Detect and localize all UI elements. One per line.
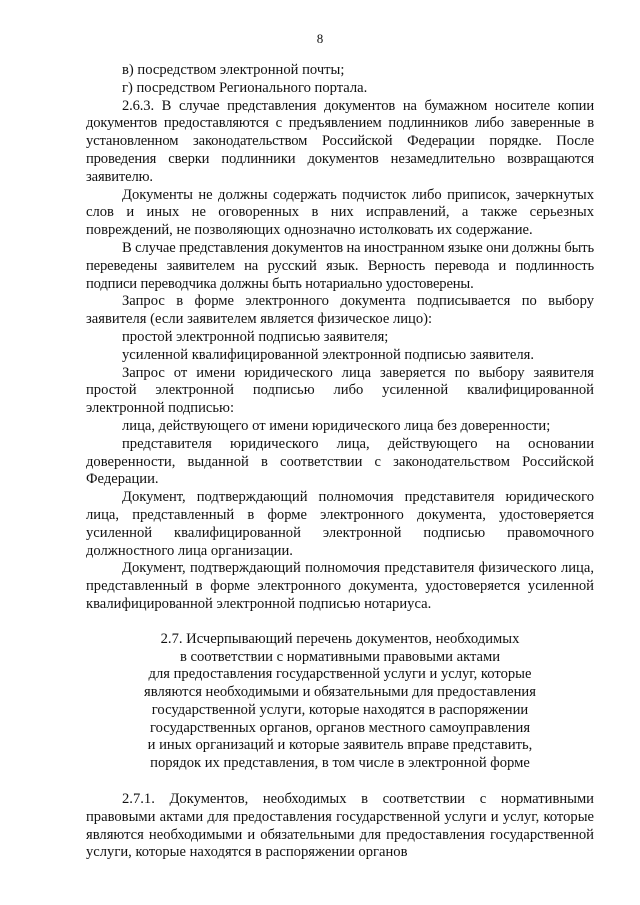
paragraph-regional-portal: г) посредством Регионального портала.	[122, 79, 368, 96]
section-heading-line: государственной услуги, которые находятся в распоряжении	[151, 701, 529, 718]
paragraph-without-power-of-attorney: лица, действующего от имени юридического лица без доверенности;	[122, 417, 551, 434]
paragraph-simple-signature: простой электронной подписью заявителя;	[122, 328, 389, 345]
section-heading-line: 2.7. Исчерпывающий перечень документов, необходимых	[160, 630, 520, 647]
paragraph-legal-entity-request: Запрос от имени юридического лица заверяется по выбору заявителя простой электронной подписью либо усиленной квалифицированной электронной подписью:	[86, 364, 594, 417]
section-heading-line: для предоставления государственной услуги и услуг, которые	[148, 666, 532, 683]
paragraph-foreign-language: В случае представления документов на иностранном языке они должны быть переведены заявителем на русский язык. Верность перевода и подлинность подписи переводчика должны быть нотариально удостоверены.	[86, 239, 594, 292]
paragraph-individual-authority: Документ, подтверждающий полномочия представителя физического лица, представленный в форме электронного документа, удостоверяется усиленной квалифицированной электронной подписью нотариуса.	[86, 560, 594, 612]
section-heading-line: и иных организаций и которые заявитель вправе представить,	[147, 737, 533, 754]
paragraph-2-7-1: 2.7.1. Документов, необходимых в соответствии с нормативными правовыми актами для предоставления государственной услуги и услуг, которые являются необходимыми и обязательными для предоставления государственной услуги, которые находятся в распоряжении органов	[86, 791, 594, 861]
document-body	[86, 62, 594, 862]
section-heading-line: являются необходимыми и обязательными для предоставления	[144, 684, 536, 701]
paragraph-qualified-signature: усиленной квалифицированной электронной подписью заявителя.	[122, 346, 534, 363]
paragraph-2-6-3: 2.6.3. В случае представления документов на бумажном носителе копии документов предоставляются с предъявлением подлинников либо заверенные в установленном законодательством Российской Федерации порядке. После проведения сверки подлинники документов незамедлительно возвращаются заявителю.	[86, 97, 594, 185]
section-heading-2-7	[86, 631, 594, 773]
paragraph-electronic-request: Запрос в форме электронного документа подписывается по выбору заявителя (если заявителем является физическое лицо):	[86, 293, 594, 328]
section-heading-line: порядок их представления, в том числе в электронной форме	[150, 755, 530, 772]
page-number: 8	[316, 31, 324, 46]
paragraph-no-erasures: Документы не должны содержать подчисток либо приписок, зачеркнутых слов и иных не оговоренных в них исправлений, а также серьезных повреждений, не позволяющих однозначно истолковать их содержание.	[86, 186, 594, 239]
section-heading-line: государственных органов, органов местного самоуправления	[149, 719, 531, 736]
section-heading-line: в соответствии с нормативными правовыми актами	[179, 648, 501, 665]
paragraph-representative: представителя юридического лица, действующего на основании доверенности, выданной в соответствии с законодательством Российской Федерации.	[86, 435, 594, 488]
paragraph-email: в) посредством электронной почты;	[122, 62, 345, 78]
paragraph-legal-entity-authority: Документ, подтверждающий полномочия представителя юридического лица, представленный в форме электронного документа, удостоверяется усиленной квалифицированной электронной подписью правомочного должностного лица организации.	[86, 489, 594, 559]
